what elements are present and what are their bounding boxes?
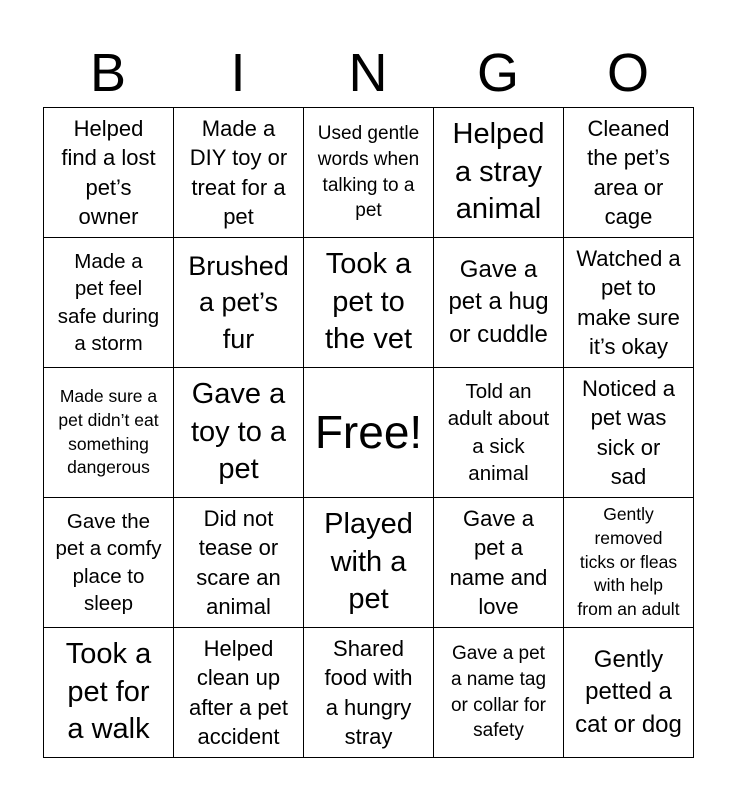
bingo-cell-text: Noticed a pet was sick or sad (582, 376, 675, 489)
bingo-cell-text: Gently removed ticks or fleas with help from an adult (577, 504, 680, 619)
bingo-cell-i3[interactable] (174, 368, 304, 498)
bingo-cell-text: Made a pet feel safe during a storm (57, 250, 160, 355)
bingo-cell-o4[interactable] (564, 498, 694, 628)
bingo-cell-text: Used gentle words when talking to a pet (317, 123, 420, 222)
bingo-board (43, 107, 694, 758)
header-letter-i: I (230, 43, 246, 103)
bingo-cell-text: Took a pet to the vet (324, 247, 413, 356)
bingo-cell-b4[interactable] (44, 498, 174, 628)
bingo-cell-b2[interactable] (44, 238, 174, 368)
bingo-cell-text: Gave a pet a name and love (449, 506, 548, 619)
bingo-cell-b5[interactable] (44, 628, 174, 758)
bingo-cell-text: Made sure a pet didn’t eat something dangerous (58, 386, 159, 478)
bingo-cell-n4[interactable] (304, 498, 434, 628)
bingo-cell-text: Gently petted a cat or dog (575, 645, 682, 738)
bingo-cell-text: Shared food with a hungry stray (324, 636, 413, 749)
bingo-cell-o2[interactable] (564, 238, 694, 368)
bingo-cell-o5[interactable] (564, 628, 694, 758)
bingo-cell-text: Helped a stray animal (452, 117, 545, 226)
bingo-cell-text: Made a DIY toy or treat for a pet (189, 116, 288, 229)
bingo-cell-i4[interactable] (174, 498, 304, 628)
bingo-cell-text: Helped find a lost pet’s owner (61, 116, 156, 229)
bingo-cell-text: Watched a pet to make sure it’s okay (576, 246, 681, 359)
bingo-cell-n2[interactable] (304, 238, 434, 368)
bingo-cell-text: Gave the pet a comfy place to sleep (55, 510, 162, 615)
bingo-cell-g2[interactable] (434, 238, 564, 368)
bingo-cell-text: Gave a pet a hug or cuddle (448, 255, 549, 348)
bingo-cell-text: Took a pet for a walk (65, 637, 152, 746)
bingo-cell-n1[interactable] (304, 108, 434, 238)
bingo-cell-text: Played with a pet (324, 507, 413, 616)
bingo-cell-g3[interactable] (434, 368, 564, 498)
bingo-cell-n5[interactable] (304, 628, 434, 758)
bingo-cell-g5[interactable] (434, 628, 564, 758)
bingo-cell-i5[interactable] (174, 628, 304, 758)
bingo-cell-o1[interactable] (564, 108, 694, 238)
header-letter-o: O (606, 43, 649, 103)
bingo-cell-text: Told an adult about a sick animal (447, 380, 550, 485)
bingo-cell-b3[interactable] (44, 368, 174, 498)
bingo-cell-i1[interactable] (174, 108, 304, 238)
bingo-cell-text: Brushed a pet’s fur (188, 250, 289, 354)
header-letter-g: G (476, 43, 519, 103)
header-letter-n: N (348, 43, 388, 103)
bingo-cell-text: Gave a toy to a pet (190, 377, 287, 486)
bingo-cell-g4[interactable] (434, 498, 564, 628)
bingo-header (43, 38, 693, 108)
bingo-cell-g1[interactable] (434, 108, 564, 238)
bingo-cell-text: Helped clean up after a pet accident (188, 636, 289, 749)
bingo-cell-text: Cleaned the pet’s area or cage (587, 116, 670, 229)
header-letter-b: B (89, 43, 127, 103)
bingo-cell-text: Gave a pet a name tag or collar for safety (450, 643, 547, 742)
bingo-cell-b1[interactable] (44, 108, 174, 238)
bingo-cell-text: Did not tease or scare an animal (196, 506, 281, 619)
bingo-cell-text: Free! (314, 406, 423, 459)
bingo-cell-i2[interactable] (174, 238, 304, 368)
bingo-cell-o3[interactable] (564, 368, 694, 498)
free-space-cell[interactable] (304, 368, 434, 498)
